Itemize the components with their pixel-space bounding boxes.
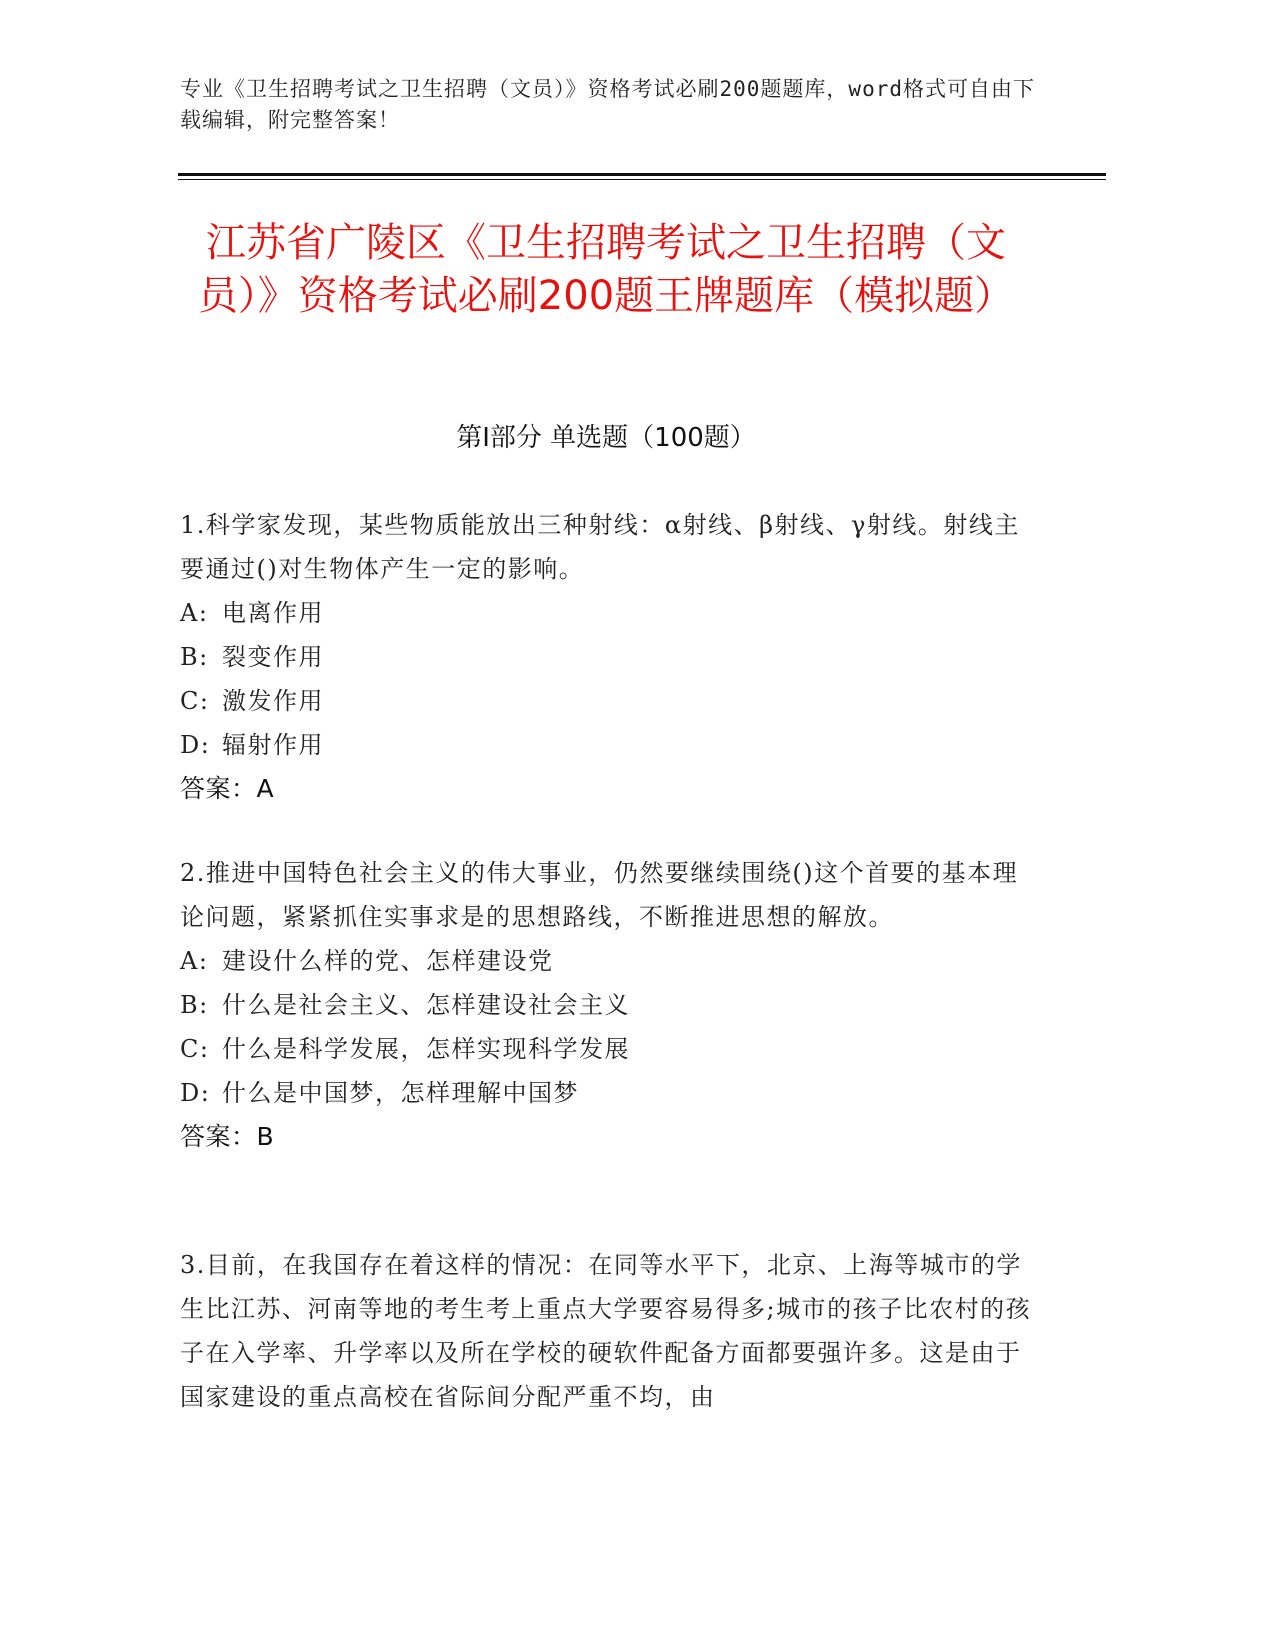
option-key: C: bbox=[180, 687, 210, 715]
option-b bbox=[180, 983, 1040, 1027]
answer-label: 答案：A bbox=[180, 774, 275, 803]
option-key: A: bbox=[180, 599, 209, 627]
question-stem: 2.推进中国特色社会主义的伟大事业，仍然要继续围绕()这个首要的基本理论问题，紧紧抓住实事求是的思想路线，不断推进思想的解放。 bbox=[180, 859, 1019, 931]
question-stem: 1.科学家发现，某些物质能放出三种射线：α射线、β射线、γ射线。射线主要通过()对生物体产生一定的影响。 bbox=[180, 511, 1020, 583]
option-c bbox=[180, 1027, 1040, 1071]
option-a bbox=[180, 591, 1040, 635]
header-note: 专业《卫生招聘考试之卫生招聘（文员）》资格考试必刷200题题库，word格式可自由下载编辑，附完整答案！ bbox=[180, 77, 1035, 132]
option-key: A: bbox=[180, 947, 209, 975]
option-key: D: bbox=[180, 731, 211, 759]
answer-label: 答案：B bbox=[180, 1122, 275, 1151]
option-text: 裂变作用 bbox=[222, 643, 324, 671]
option-key: C: bbox=[180, 1035, 210, 1063]
option-key: D: bbox=[180, 1079, 211, 1107]
option-text: 辐射作用 bbox=[222, 731, 324, 759]
question-1 bbox=[180, 503, 1040, 811]
option-c bbox=[180, 679, 1040, 723]
question-2 bbox=[180, 851, 1040, 1159]
header-divider-thick bbox=[178, 173, 1106, 176]
document-title: 江苏省广陵区《卫生招聘考试之卫生招聘（文员）》资格考试必刷200题王牌题库（模拟题） bbox=[197, 220, 1015, 319]
option-text: 激发作用 bbox=[222, 687, 324, 715]
option-key: B: bbox=[180, 991, 209, 1019]
option-a bbox=[180, 939, 1040, 983]
header-divider-thin bbox=[178, 179, 1106, 180]
option-text: 什么是中国梦，怎样理解中国梦 bbox=[222, 1079, 579, 1107]
option-key: B: bbox=[180, 643, 209, 671]
section-title: 第I部分 单选题（100题） bbox=[456, 423, 756, 453]
question-3 bbox=[180, 1243, 1040, 1419]
question-stem: 3.目前，在我国存在着这样的情况：在同等水平下，北京、上海等城市的学生比江苏、河南等地的考生考上重点大学要容易得多;城市的孩子比农村的孩子在入学率、升学率以及所在学校的硬软件配备方面都要强许多。这是由于国家建设的重点高校在省际间分配严重不均，由 bbox=[180, 1251, 1032, 1411]
option-text: 什么是科学发展，怎样实现科学发展 bbox=[222, 1035, 630, 1063]
option-d bbox=[180, 1071, 1040, 1115]
option-text: 电离作用 bbox=[222, 599, 324, 627]
option-text: 建设什么样的党、怎样建设党 bbox=[222, 947, 554, 975]
option-b bbox=[180, 635, 1040, 679]
option-d bbox=[180, 723, 1040, 767]
option-text: 什么是社会主义、怎样建设社会主义 bbox=[222, 991, 630, 1019]
